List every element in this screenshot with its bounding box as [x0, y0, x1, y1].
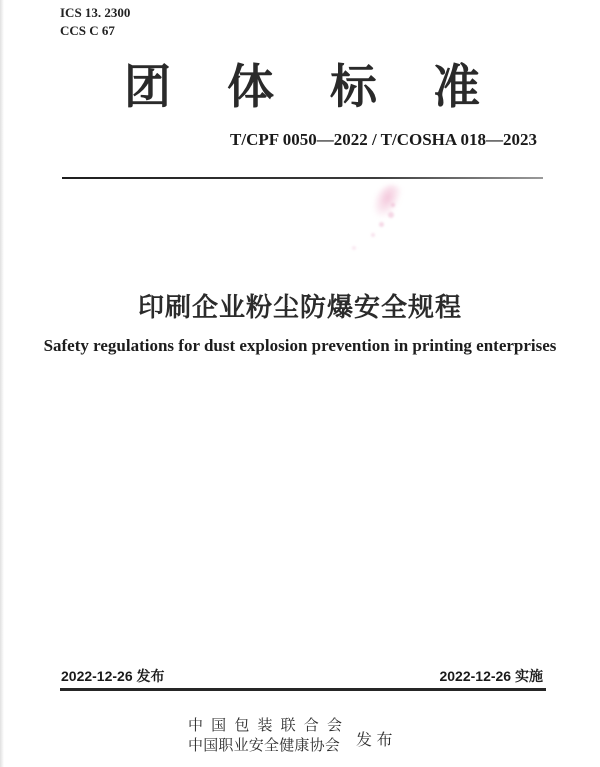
- standard-number: T/CPF 0050—2022 / T/COSHA 018—2023: [230, 130, 537, 149]
- smudge-dot: [379, 222, 384, 227]
- issue-date: 2022-12-26 发布: [61, 668, 165, 684]
- scan-edge-shadow: [0, 0, 4, 767]
- ics-code: ICS 13. 2300: [60, 5, 131, 20]
- standard-type-title: 团 体 标 准: [124, 60, 480, 113]
- smudge-blob: [367, 180, 404, 223]
- publish-label: 发 布: [356, 732, 393, 749]
- ccs-code: CCS C 67: [60, 23, 115, 38]
- smudge-dot: [371, 233, 375, 237]
- implementation-date: 2022-12-26 实施: [439, 668, 543, 684]
- smudge-dot: [352, 246, 356, 250]
- classification-codes: [60, 4, 130, 40]
- header-rule: [62, 177, 543, 179]
- document-title-en: Safety regulations for dust explosion prevention in printing enterprises: [43, 336, 557, 355]
- publisher-line-1: 中 国 包 装 联 合 会: [188, 717, 342, 734]
- footer-rule: [60, 688, 546, 691]
- publisher-block: [188, 716, 342, 755]
- smudge-dot: [388, 212, 394, 218]
- publisher-line-2: 中国职业安全健康协会: [188, 737, 341, 754]
- document-title-zh: 印刷企业粉尘防爆安全规程: [137, 292, 462, 322]
- smudge-dot: [391, 203, 395, 207]
